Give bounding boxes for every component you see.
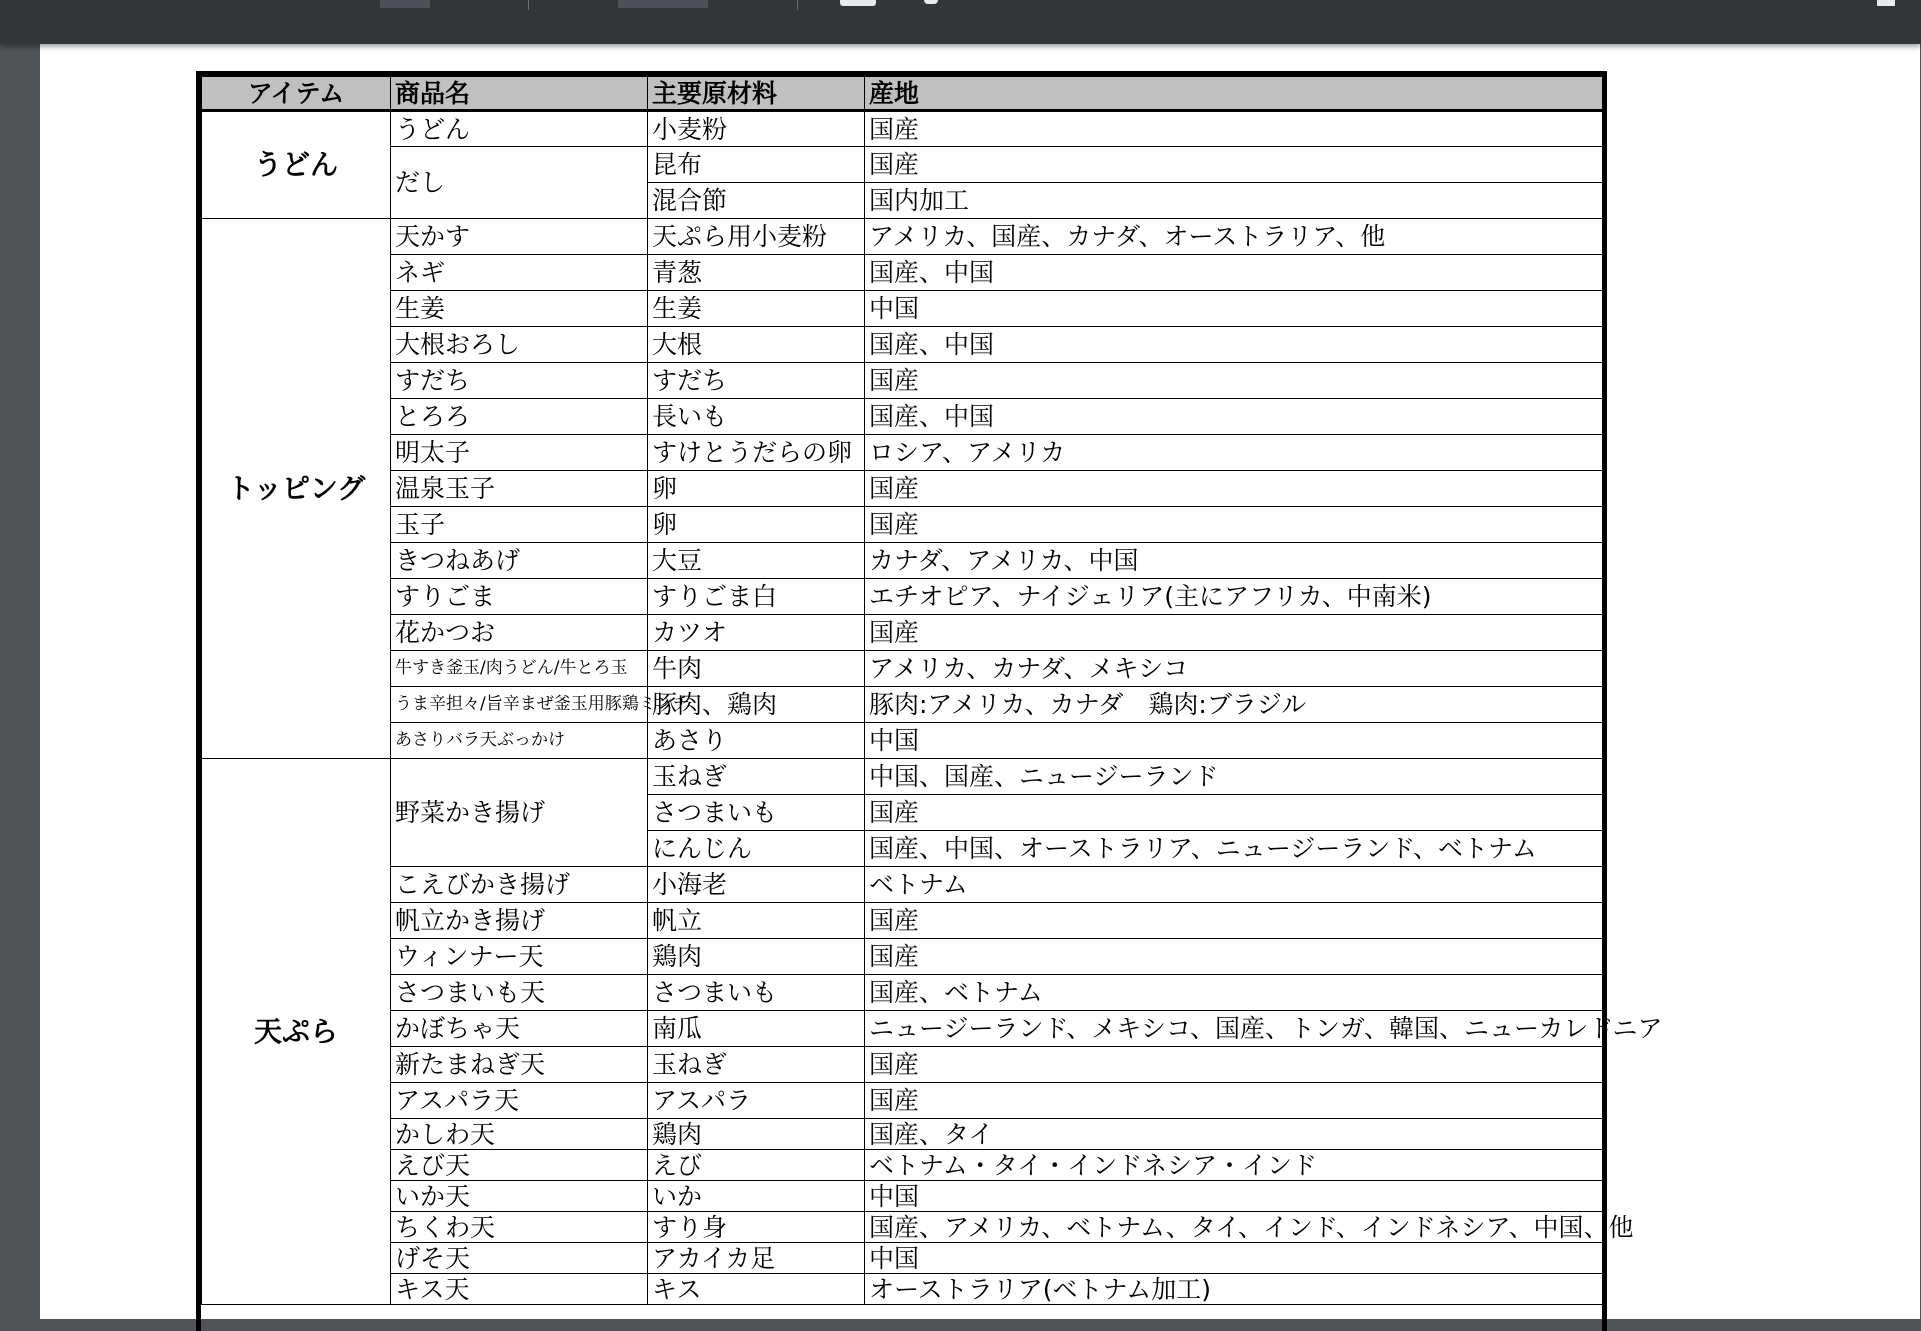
- origin-cell: 国産: [865, 471, 1603, 507]
- material-cell: 小海老: [648, 867, 865, 903]
- material-cell: 生姜: [648, 291, 865, 327]
- zoom-level-box[interactable]: [618, 0, 708, 8]
- origin-cell: カナダ、アメリカ、中国: [865, 543, 1603, 579]
- material-cell: あさり: [648, 723, 865, 759]
- origin-cell: 国産: [865, 1047, 1603, 1083]
- table-row: [202, 1212, 1603, 1243]
- product-name-cell: とろろ: [391, 399, 648, 435]
- material-cell: すけとうだらの卵: [648, 435, 865, 471]
- origin-cell: アメリカ、カナダ、メキシコ: [865, 651, 1603, 687]
- header-origin: 産地: [865, 77, 1603, 111]
- material-cell: 卵: [648, 507, 865, 543]
- product-name-cell: さつまいも天: [391, 975, 648, 1011]
- material-cell: 昆布: [648, 147, 865, 183]
- product-name-cell: うどん: [391, 111, 648, 147]
- table-row: [202, 1181, 1603, 1212]
- table-row: [202, 687, 1603, 723]
- product-name-cell: かぼちゃ天: [391, 1011, 648, 1047]
- table-row: [202, 759, 1603, 795]
- material-cell: 玉ねぎ: [648, 1047, 865, 1083]
- table-row: [202, 867, 1603, 903]
- table-row: [202, 363, 1603, 399]
- product-name-cell: 生姜: [391, 291, 648, 327]
- table-row: [202, 1243, 1603, 1274]
- product-name-cell: ウィンナー天: [391, 939, 648, 975]
- origin-cell: 国産: [865, 111, 1603, 147]
- header-product-name: 商品名: [391, 77, 648, 111]
- origin-cell: 豚肉:アメリカ、カナダ 鶏肉:ブラジル: [865, 687, 1603, 723]
- origin-cell: 国産: [865, 903, 1603, 939]
- material-cell: アカイカ足: [648, 1243, 865, 1274]
- product-name-cell: こえびかき揚げ: [391, 867, 648, 903]
- table-row: [202, 1119, 1603, 1150]
- toolbar-divider: [797, 0, 798, 10]
- product-name-cell: あさりバラ天ぶっかけ: [391, 723, 648, 759]
- material-cell: カツオ: [648, 615, 865, 651]
- header-main-material: 主要原材料: [648, 77, 865, 111]
- table-row: [202, 723, 1603, 759]
- pdf-page: [40, 44, 1920, 1319]
- product-name-cell: いか天: [391, 1181, 648, 1212]
- category-cell: うどん: [202, 111, 391, 219]
- product-name-cell: だし: [391, 147, 648, 219]
- origin-cell: 国産: [865, 363, 1603, 399]
- origin-cell: 国産、中国: [865, 255, 1603, 291]
- table-row: [202, 1150, 1603, 1181]
- product-name-cell: ネギ: [391, 255, 648, 291]
- table-row: [202, 435, 1603, 471]
- origin-cell: 中国: [865, 1181, 1603, 1212]
- product-name-cell: 野菜かき揚げ: [391, 759, 648, 867]
- table-row: [202, 1047, 1603, 1083]
- material-cell: にんじん: [648, 831, 865, 867]
- material-cell: 小麦粉: [648, 111, 865, 147]
- material-cell: 長いも: [648, 399, 865, 435]
- material-cell: いか: [648, 1181, 865, 1212]
- product-name-cell: 温泉玉子: [391, 471, 648, 507]
- product-name-cell: 天かす: [391, 219, 648, 255]
- material-cell: 南瓜: [648, 1011, 865, 1047]
- origin-cell: 国産: [865, 795, 1603, 831]
- origin-cell: ベトナム: [865, 867, 1603, 903]
- origin-cell: ベトナム・タイ・インドネシア・インド: [865, 1150, 1603, 1181]
- origin-cell: 国産、タイ: [865, 1119, 1603, 1150]
- material-cell: すだち: [648, 363, 865, 399]
- material-cell: さつまいも: [648, 975, 865, 1011]
- material-cell: 鶏肉: [648, 939, 865, 975]
- table-row: [202, 1083, 1603, 1119]
- material-cell: 玉ねぎ: [648, 759, 865, 795]
- product-name-cell: 大根おろし: [391, 327, 648, 363]
- material-cell: 大豆: [648, 543, 865, 579]
- product-name-cell: かしわ天: [391, 1119, 648, 1150]
- origin-cell: ロシア、アメリカ: [865, 435, 1603, 471]
- origin-cell: 国産: [865, 939, 1603, 975]
- more-options-icon[interactable]: [1877, 0, 1895, 6]
- product-name-cell: すだち: [391, 363, 648, 399]
- material-cell: さつまいも: [648, 795, 865, 831]
- rotate-icon[interactable]: [924, 0, 938, 4]
- table-row: [202, 471, 1603, 507]
- origin-cell: 国産、中国: [865, 327, 1603, 363]
- page-number-box[interactable]: [380, 0, 430, 8]
- table-row: [202, 111, 1603, 147]
- origin-cell: 国産: [865, 1083, 1603, 1119]
- table-row: [202, 615, 1603, 651]
- origin-cell: 中国: [865, 723, 1603, 759]
- product-name-cell: えび天: [391, 1150, 648, 1181]
- origin-cell: ニュージーランド、メキシコ、国産、トンガ、韓国、ニューカレドニア: [865, 1011, 1603, 1047]
- material-cell: えび: [648, 1150, 865, 1181]
- product-name-cell: 帆立かき揚げ: [391, 903, 648, 939]
- pdf-viewer-toolbar: [0, 0, 1921, 44]
- origin-cell: 国内加工: [865, 183, 1603, 219]
- material-cell: 大根: [648, 327, 865, 363]
- table-row: [202, 219, 1603, 255]
- table-row: [202, 255, 1603, 291]
- table-row: [202, 543, 1603, 579]
- origin-cell: 国産、ベトナム: [865, 975, 1603, 1011]
- table-row: [202, 579, 1603, 615]
- material-cell: 鶏肉: [648, 1119, 865, 1150]
- table-row: [202, 939, 1603, 975]
- table-row: [202, 327, 1603, 363]
- material-cell: すり身: [648, 1212, 865, 1243]
- category-cell: トッピング: [202, 219, 391, 759]
- origin-cell: 国産、中国: [865, 399, 1603, 435]
- table-row: [202, 651, 1603, 687]
- product-name-cell: 牛すき釜玉/肉うどん/牛とろ玉: [391, 651, 648, 687]
- ingredient-origin-table: [201, 76, 1663, 1305]
- product-name-cell: 花かつお: [391, 615, 648, 651]
- product-name-cell: うま辛担々/旨辛まぜ釜玉用豚鶏ミンチ: [391, 687, 648, 723]
- origin-cell: 国産、中国、オーストラリア、ニュージーランド、ベトナム: [865, 831, 1603, 867]
- material-cell: キス: [648, 1274, 865, 1305]
- table-row: [202, 507, 1603, 543]
- table-row: [202, 1011, 1603, 1047]
- product-name-cell: ちくわ天: [391, 1212, 648, 1243]
- product-name-cell: 新たまねぎ天: [391, 1047, 648, 1083]
- product-name-cell: キス天: [391, 1274, 648, 1305]
- table-row: [202, 903, 1603, 939]
- material-cell: 卵: [648, 471, 865, 507]
- material-cell: 天ぷら用小麦粉: [648, 219, 865, 255]
- origin-cell: 国産: [865, 147, 1603, 183]
- product-name-cell: アスパラ天: [391, 1083, 648, 1119]
- material-cell: 豚肉、鶏肉: [648, 687, 865, 723]
- table-row: [202, 147, 1603, 183]
- toolbar-divider: [528, 0, 529, 10]
- origin-cell: 中国、国産、ニュージーランド: [865, 759, 1603, 795]
- material-cell: 牛肉: [648, 651, 865, 687]
- fit-page-icon[interactable]: [840, 0, 876, 6]
- category-cell: 天ぷら: [202, 759, 391, 1305]
- table-row: [202, 975, 1603, 1011]
- material-cell: 帆立: [648, 903, 865, 939]
- table-row: [202, 399, 1603, 435]
- product-name-cell: きつねあげ: [391, 543, 648, 579]
- material-cell: アスパラ: [648, 1083, 865, 1119]
- material-cell: 青葱: [648, 255, 865, 291]
- origin-cell: 国産: [865, 507, 1603, 543]
- product-name-cell: げそ天: [391, 1243, 648, 1274]
- header-item: アイテム: [202, 77, 391, 111]
- origin-cell: 中国: [865, 1243, 1603, 1274]
- origin-cell: 国産: [865, 615, 1603, 651]
- origin-cell: オーストラリア(ベトナム加工): [865, 1274, 1603, 1305]
- ingredient-origin-table-frame: [196, 71, 1663, 1331]
- product-name-cell: すりごま: [391, 579, 648, 615]
- origin-cell: エチオピア、ナイジェリア(主にアフリカ、中南米): [865, 579, 1603, 615]
- origin-cell: 国産、アメリカ、ベトナム、タイ、インド、インドネシア、中国、他: [865, 1212, 1603, 1243]
- origin-cell: アメリカ、国産、カナダ、オーストラリア、他: [865, 219, 1603, 255]
- table-row: [202, 1274, 1603, 1305]
- product-name-cell: 明太子: [391, 435, 648, 471]
- origin-cell: 中国: [865, 291, 1603, 327]
- table-header-row: [202, 77, 1603, 111]
- table-row: [202, 291, 1603, 327]
- product-name-cell: 玉子: [391, 507, 648, 543]
- material-cell: すりごま白: [648, 579, 865, 615]
- material-cell: 混合節: [648, 183, 865, 219]
